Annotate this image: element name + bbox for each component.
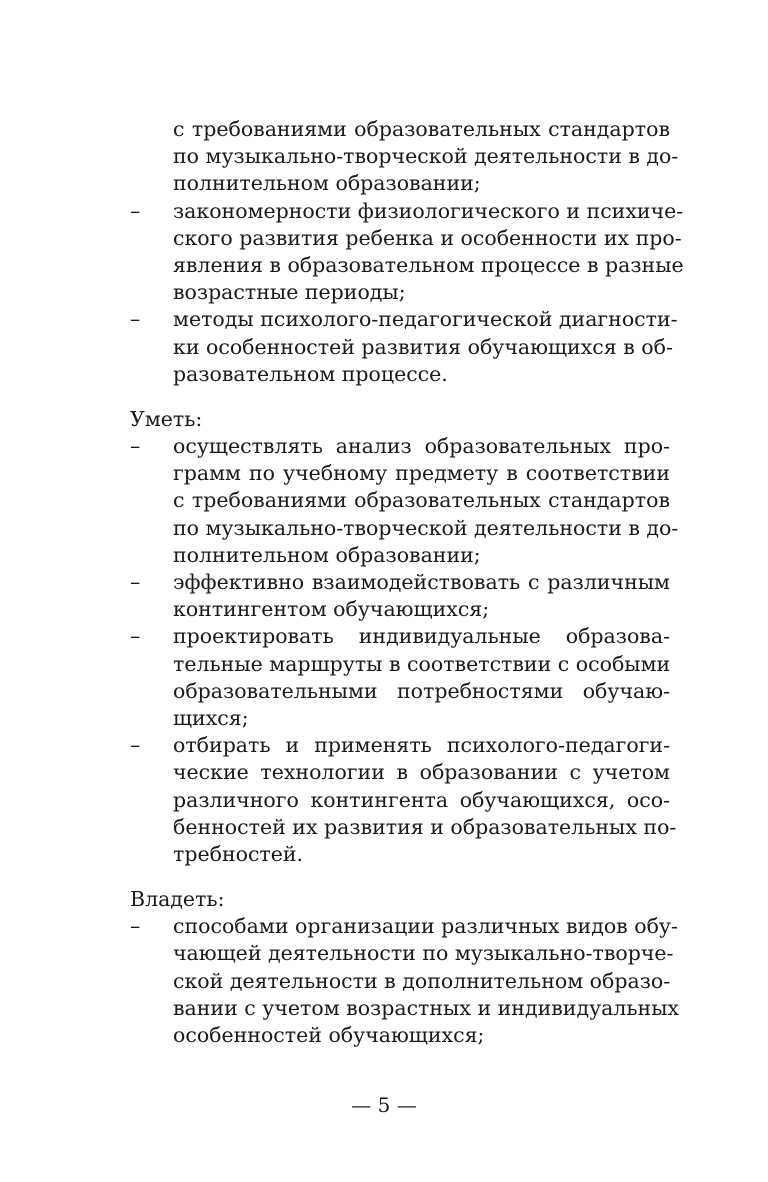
text-line: грамм по учебному предмету в соответствии — [173, 461, 670, 486]
text-line: вании с учетом возрастных и индивидуальных — [173, 995, 680, 1020]
text-line: ского развития ребенка и особенности их про- — [173, 225, 682, 250]
text-line: с требованиями образовательных стандартов — [173, 117, 670, 141]
list-item — [130, 306, 678, 388]
text-line: отбирать и применять психолого-педагоги- — [173, 733, 670, 758]
list-item — [130, 433, 679, 569]
list-item — [130, 623, 670, 732]
text-line: проектировать индивидуальные образова- — [173, 624, 670, 649]
text-line: закономерности физиологического и психиче- — [173, 198, 684, 223]
list-dash: – — [130, 624, 141, 649]
section-heading-vladet: Владеть: — [130, 887, 225, 912]
list-dash: – — [130, 307, 141, 332]
text-line: с требованиями образовательных стандартов — [173, 488, 670, 513]
text-line: различного контингента обучающихся, осо- — [173, 787, 670, 812]
text-line: тельные маршруты в соответствии с особыми — [173, 651, 671, 676]
text-line: по музыкально-творческой деятельности в до- — [173, 144, 679, 169]
text-line: ки особенностей развития обучающихся в об- — [173, 334, 673, 359]
page-body — [130, 116, 684, 1049]
text-line: ской деятельности в дополнительном образо- — [173, 968, 671, 993]
text-line: полнительном образовании; — [173, 542, 481, 567]
text-line: чающей деятельности по музыкально-творче- — [173, 941, 674, 966]
list-item — [130, 569, 670, 623]
text-line: ческие технологии в образовании с учетом — [173, 760, 670, 785]
text-line: осуществлять анализ образовательных про- — [173, 434, 670, 459]
list-dash: – — [130, 733, 141, 758]
text-line: щихся; — [173, 705, 249, 730]
text-line: возрастные периоды; — [173, 280, 406, 305]
text-line: явления в образовательном процессе в разные — [173, 252, 684, 277]
text-line: по музыкально-творческой деятельности в до- — [173, 515, 679, 540]
section-heading-umet: Уметь: — [130, 406, 203, 431]
page-number: — 5 — — [351, 1093, 417, 1117]
continuation-paragraph — [130, 116, 679, 198]
text-line: способами организации различных видов обу- — [173, 914, 678, 939]
list-dash: – — [130, 570, 141, 595]
list-dash: – — [130, 914, 141, 939]
list-dash: – — [130, 198, 141, 223]
text-line: требностей. — [173, 841, 304, 866]
list-item — [130, 198, 684, 307]
text-line: разовательном процессе. — [173, 361, 448, 386]
text-line: эффективно взаимодействовать с различным — [173, 570, 670, 595]
list-item — [130, 913, 680, 1049]
text-line: методы психолого-педагогической диагности- — [173, 307, 678, 332]
text-line: контингентом обучающихся; — [173, 597, 490, 622]
list-dash: – — [130, 434, 141, 459]
list-item — [130, 732, 677, 868]
text-line: полнительном образовании; — [173, 171, 481, 196]
text-line: бенностей их развития и образовательных по- — [173, 814, 677, 839]
text-line: образовательными потребностями обучаю- — [173, 678, 670, 703]
text-line: особенностей обучающихся; — [173, 1023, 485, 1048]
